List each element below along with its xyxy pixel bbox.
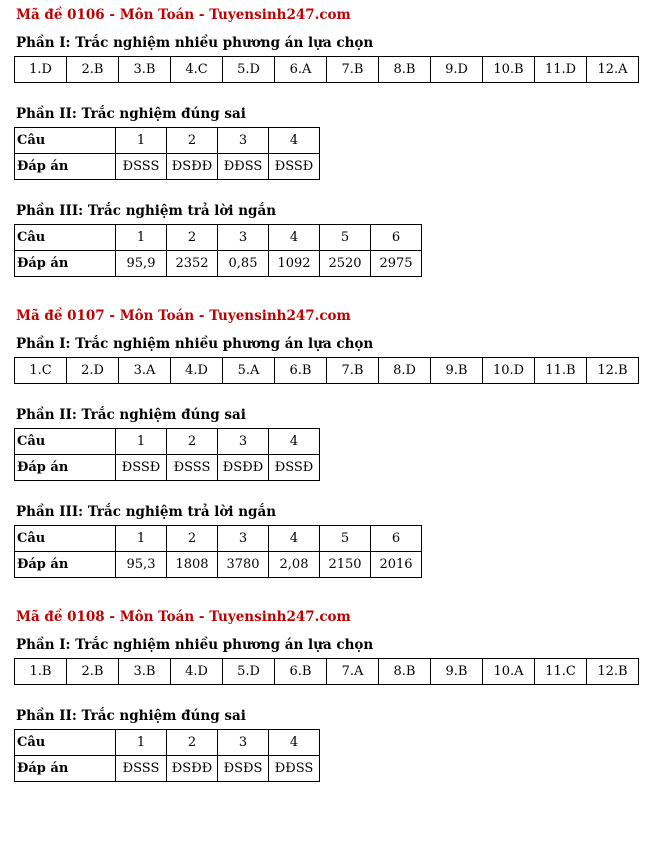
question-cell: 2 <box>167 429 218 455</box>
question-cell: 1 <box>116 429 167 455</box>
answer-cell: ĐSSS <box>167 455 218 481</box>
answer-cell: 4.D <box>171 659 223 685</box>
question-cell: 3 <box>218 429 269 455</box>
answer-cell: 5.D <box>223 57 275 83</box>
question-cell: 4 <box>269 429 320 455</box>
answer-cell: 2,08 <box>269 552 320 578</box>
row-header: Câu <box>15 526 116 552</box>
question-cell: 4 <box>269 730 320 756</box>
question-cell: 1 <box>116 730 167 756</box>
answer-cell: 10.A <box>483 659 535 685</box>
table-row <box>15 225 422 251</box>
part3-answer-table <box>14 525 422 578</box>
answer-cell: 3.B <box>119 659 171 685</box>
answer-cell: 8.D <box>379 358 431 384</box>
table-row <box>15 756 320 782</box>
table-row <box>15 429 320 455</box>
row-header: Đáp án <box>15 251 116 277</box>
table-row <box>15 552 422 578</box>
question-cell: 1 <box>116 526 167 552</box>
question-cell: 3 <box>218 730 269 756</box>
question-cell: 4 <box>269 128 320 154</box>
answer-cell: 11.C <box>535 659 587 685</box>
answer-cell: 8.B <box>379 57 431 83</box>
answer-cell: 9.D <box>431 57 483 83</box>
row-header: Câu <box>15 225 116 251</box>
answer-cell: 95,9 <box>116 251 167 277</box>
answer-cell: 2.B <box>67 659 119 685</box>
answer-cell: ĐSSS <box>116 154 167 180</box>
table-row <box>15 730 320 756</box>
exam-title: Mã đề 0107 - Môn Toán - Tuyensinh247.com <box>16 308 351 324</box>
answer-cell: 2.B <box>67 57 119 83</box>
row-header: Câu <box>15 128 116 154</box>
table-row <box>15 358 639 384</box>
exam-title: Mã đề 0108 - Môn Toán - Tuyensinh247.com <box>16 609 351 625</box>
row-header: Câu <box>15 429 116 455</box>
question-cell: 6 <box>371 526 422 552</box>
answer-cell: ĐĐSS <box>218 154 269 180</box>
answer-cell: 2016 <box>371 552 422 578</box>
part1-answer-table <box>14 658 639 685</box>
table-row <box>15 659 639 685</box>
answer-cell: 1092 <box>269 251 320 277</box>
answer-cell: 4.C <box>171 57 223 83</box>
answer-cell: ĐSSĐ <box>116 455 167 481</box>
answer-cell: 10.B <box>483 57 535 83</box>
part1-title: Phần I: Trắc nghiệm nhiều phương án lựa chọn <box>16 35 374 51</box>
answer-cell: 4.D <box>171 358 223 384</box>
row-header: Đáp án <box>15 552 116 578</box>
part3-title: Phần III: Trắc nghiệm trả lời ngắn <box>16 203 277 219</box>
table-row <box>15 526 422 552</box>
answer-cell: 7.A <box>327 659 379 685</box>
answer-cell: ĐSSĐ <box>269 455 320 481</box>
row-header: Đáp án <box>15 756 116 782</box>
question-cell: 1 <box>116 128 167 154</box>
part2-answer-table <box>14 428 320 481</box>
part2-title: Phần II: Trắc nghiệm đúng sai <box>16 708 246 724</box>
answer-cell: 0,85 <box>218 251 269 277</box>
answer-cell: 5.D <box>223 659 275 685</box>
answer-cell: 1.C <box>15 358 67 384</box>
table-row <box>15 57 639 83</box>
part2-answer-table <box>14 127 320 180</box>
answer-cell: 5.A <box>223 358 275 384</box>
part1-answer-table <box>14 357 639 384</box>
question-cell: 4 <box>269 225 320 251</box>
part1-title: Phần I: Trắc nghiệm nhiều phương án lựa chọn <box>16 336 374 352</box>
question-cell: 4 <box>269 526 320 552</box>
question-cell: 3 <box>218 526 269 552</box>
answer-cell: ĐSĐĐ <box>167 154 218 180</box>
answer-cell: 1.B <box>15 659 67 685</box>
table-row <box>15 154 320 180</box>
answer-cell: ĐĐSS <box>269 756 320 782</box>
answer-cell: 6.B <box>275 358 327 384</box>
answer-cell: 6.B <box>275 659 327 685</box>
answer-cell: 95,3 <box>116 552 167 578</box>
answer-cell: 3.B <box>119 57 171 83</box>
exam-0106 <box>14 6 660 277</box>
part1-title: Phần I: Trắc nghiệm nhiều phương án lựa chọn <box>16 637 374 653</box>
answer-cell: 3.A <box>119 358 171 384</box>
answer-cell: 1808 <box>167 552 218 578</box>
answer-cell: 2975 <box>371 251 422 277</box>
answer-cell: 9.B <box>431 659 483 685</box>
part3-answer-table <box>14 224 422 277</box>
part2-title: Phần II: Trắc nghiệm đúng sai <box>16 106 246 122</box>
question-cell: 2 <box>167 225 218 251</box>
question-cell: 2 <box>167 526 218 552</box>
answer-cell: 2520 <box>320 251 371 277</box>
answer-cell: 2.D <box>67 358 119 384</box>
answer-cell: 12.A <box>587 57 639 83</box>
answer-cell: 12.B <box>587 358 639 384</box>
answer-cell: 11.D <box>535 57 587 83</box>
question-cell: 2 <box>167 730 218 756</box>
question-cell: 6 <box>371 225 422 251</box>
question-cell: 2 <box>167 128 218 154</box>
answer-cell: 3780 <box>218 552 269 578</box>
question-cell: 3 <box>218 225 269 251</box>
part1-answer-table <box>14 56 639 83</box>
answer-cell: 2150 <box>320 552 371 578</box>
answer-cell: ĐSĐĐ <box>167 756 218 782</box>
row-header: Câu <box>15 730 116 756</box>
question-cell: 5 <box>320 225 371 251</box>
answer-cell: ĐSSĐ <box>269 154 320 180</box>
answer-cell: ĐSSS <box>116 756 167 782</box>
answer-cell: 12.B <box>587 659 639 685</box>
answer-cell: 9.B <box>431 358 483 384</box>
question-cell: 1 <box>116 225 167 251</box>
answer-cell: ĐSĐĐ <box>218 455 269 481</box>
part2-title: Phần II: Trắc nghiệm đúng sai <box>16 407 246 423</box>
answer-cell: ĐSĐS <box>218 756 269 782</box>
question-cell: 5 <box>320 526 371 552</box>
answer-cell: 7.B <box>327 358 379 384</box>
row-header: Đáp án <box>15 455 116 481</box>
exam-0108 <box>14 608 660 782</box>
answer-cell: 11.B <box>535 358 587 384</box>
question-cell: 3 <box>218 128 269 154</box>
row-header: Đáp án <box>15 154 116 180</box>
table-row <box>15 251 422 277</box>
answer-cell: 10.D <box>483 358 535 384</box>
part3-title: Phần III: Trắc nghiệm trả lời ngắn <box>16 504 277 520</box>
exam-0107 <box>14 307 660 578</box>
exam-title: Mã đề 0106 - Môn Toán - Tuyensinh247.com <box>16 7 351 23</box>
answer-cell: 1.D <box>15 57 67 83</box>
answer-cell: 2352 <box>167 251 218 277</box>
answer-cell: 8.B <box>379 659 431 685</box>
answer-cell: 6.A <box>275 57 327 83</box>
table-row <box>15 455 320 481</box>
part2-answer-table <box>14 729 320 782</box>
table-row <box>15 128 320 154</box>
answer-cell: 7.B <box>327 57 379 83</box>
